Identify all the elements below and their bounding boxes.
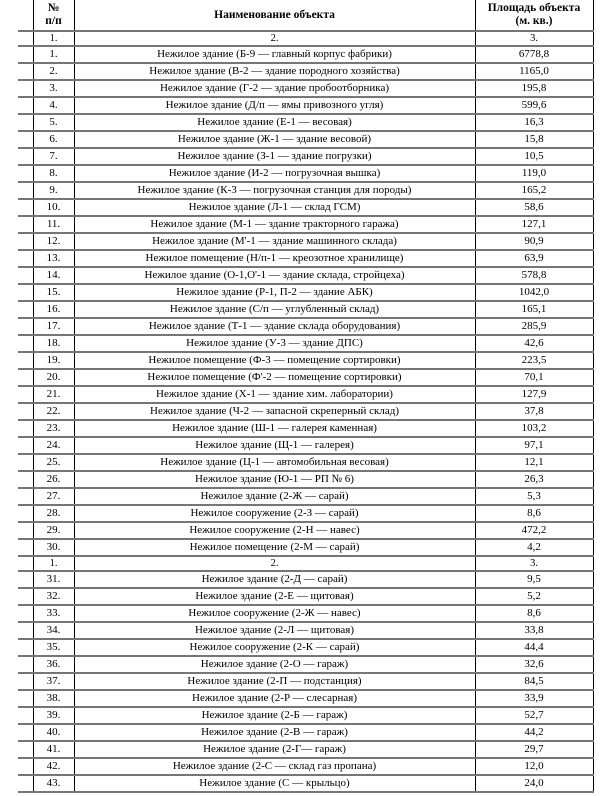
- row-border-overhang: [18, 707, 33, 724]
- cell-row-number: 41.: [33, 741, 74, 758]
- row-border-overhang: [18, 369, 33, 386]
- cell-row-number: 23.: [33, 420, 74, 437]
- row-border-overhang: [18, 0, 33, 31]
- cell-object-name: Нежилое помещение (Ф-3 — помещение сортировки): [74, 352, 475, 369]
- table-row: [18, 522, 593, 539]
- cell-object-area: 127,1: [475, 216, 593, 233]
- cell-object-name: Нежилое здание (Л-1 — склад ГСМ): [74, 199, 475, 216]
- table-row: [18, 690, 593, 707]
- table-row: [18, 335, 593, 352]
- row-border-overhang: [18, 605, 33, 622]
- table-row: [18, 97, 593, 114]
- cell-object-name: Нежилое здание (2-Б — гараж): [74, 707, 475, 724]
- header-number-line2: п/п: [45, 15, 62, 27]
- cell-object-name: Нежилое здание (Ю-1 — РП № 6): [74, 471, 475, 488]
- table-row: [18, 369, 593, 386]
- cell-object-area: 90,9: [475, 233, 593, 250]
- row-border-overhang: [18, 148, 33, 165]
- table-row: [18, 131, 593, 148]
- cell-object-area: 1165,0: [475, 63, 593, 80]
- table-header-row: [18, 0, 593, 31]
- table-row: [18, 301, 593, 318]
- cell-object-name: Нежилое здание (С/п — углубленный склад): [74, 301, 475, 318]
- cell-row-number: 16.: [33, 301, 74, 318]
- cell-row-number: 32.: [33, 588, 74, 605]
- cell-object-name: Нежилое здание (С — крыльцо): [74, 775, 475, 792]
- cell-row-number: 8.: [33, 165, 74, 182]
- cell-row-number: 14.: [33, 267, 74, 284]
- row-border-overhang: [18, 571, 33, 588]
- row-border-overhang: [18, 216, 33, 233]
- table-row: [18, 775, 593, 792]
- cell-object-area: 33,8: [475, 622, 593, 639]
- cell-row-number: 18.: [33, 335, 74, 352]
- cell-object-name: Нежилое помещение (Ф'-2 — помещение сортировки): [74, 369, 475, 386]
- cell-object-area: 29,7: [475, 741, 593, 758]
- cell-row-number: 17.: [33, 318, 74, 335]
- row-border-overhang: [18, 471, 33, 488]
- objects-area-table: [18, 0, 594, 793]
- row-border-overhang: [18, 639, 33, 656]
- cell-row-number: 40.: [33, 724, 74, 741]
- cell-object-name: Нежилое здание (У-3 — здание ДПС): [74, 335, 475, 352]
- cell-row-number: 22.: [33, 403, 74, 420]
- cell-object-name: Нежилое здание (Е-1 — весовая): [74, 114, 475, 131]
- cell-row-number: 36.: [33, 656, 74, 673]
- cell-row-number: 43.: [33, 775, 74, 792]
- row-border-overhang: [18, 539, 33, 556]
- cell-row-number: 10.: [33, 199, 74, 216]
- cell-object-name: Нежилое здание (Ц-1 — автомобильная весовая): [74, 454, 475, 471]
- cell-object-area: 165,1: [475, 301, 593, 318]
- row-border-overhang: [18, 741, 33, 758]
- cell-row-number: 30.: [33, 539, 74, 556]
- cell-object-area: 63,9: [475, 250, 593, 267]
- row-border-overhang: [18, 199, 33, 216]
- table-row: [18, 488, 593, 505]
- cell-object-area: 472,2: [475, 522, 593, 539]
- cell-row-number: 33.: [33, 605, 74, 622]
- row-border-overhang: [18, 556, 33, 571]
- cell-row-number: 1.: [33, 46, 74, 63]
- cell-object-area: 32,6: [475, 656, 593, 673]
- table-row: [18, 471, 593, 488]
- header-area-line2: (м. кв.): [515, 15, 553, 27]
- cell-object-name: Нежилое здание (В-2 — здание породного хозяйства): [74, 63, 475, 80]
- table-row: [18, 539, 593, 556]
- header-area-line1: Площадь объекта: [487, 2, 581, 14]
- cell-row-number: 29.: [33, 522, 74, 539]
- cell-row-number: 1.: [33, 31, 74, 46]
- cell-row-number: 27.: [33, 488, 74, 505]
- table-row: [18, 673, 593, 690]
- cell-object-area: 12,1: [475, 454, 593, 471]
- table-row: [18, 233, 593, 250]
- row-border-overhang: [18, 301, 33, 318]
- header-number-line1: №: [47, 2, 60, 14]
- table-row: [18, 199, 593, 216]
- cell-row-number: 6.: [33, 131, 74, 148]
- cell-row-number: 12.: [33, 233, 74, 250]
- table-row: [18, 605, 593, 622]
- cell-object-area: 37,8: [475, 403, 593, 420]
- cell-object-name: Нежилое здание (2-П — подстанция): [74, 673, 475, 690]
- table-row: [18, 571, 593, 588]
- cell-object-area: 103,2: [475, 420, 593, 437]
- cell-row-number: 37.: [33, 673, 74, 690]
- cell-object-name: Нежилое помещение (Н/п-1 — креозотное хранилище): [74, 250, 475, 267]
- cell-object-area: 3.: [475, 31, 593, 46]
- table-row: [18, 80, 593, 97]
- row-border-overhang: [18, 114, 33, 131]
- cell-object-area: 127,9: [475, 386, 593, 403]
- cell-object-area: 97,1: [475, 437, 593, 454]
- table-row: [18, 148, 593, 165]
- cell-object-name: Нежилое здание (2-О — гараж): [74, 656, 475, 673]
- table-row: [18, 724, 593, 741]
- cell-row-number: 42.: [33, 758, 74, 775]
- cell-object-name: Нежилое здание (Г-2 — здание пробоотборника): [74, 80, 475, 97]
- table-row: [18, 114, 593, 131]
- row-border-overhang: [18, 352, 33, 369]
- cell-object-area: 119,0: [475, 165, 593, 182]
- cell-object-area: 33,9: [475, 690, 593, 707]
- cell-row-number: 2.: [33, 63, 74, 80]
- row-border-overhang: [18, 673, 33, 690]
- cell-object-name: Нежилое здание (Щ-1 — галерея): [74, 437, 475, 454]
- cell-object-name: Нежилое здание (Ж-1 — здание весовой): [74, 131, 475, 148]
- cell-object-area: 24,0: [475, 775, 593, 792]
- cell-object-area: 195,8: [475, 80, 593, 97]
- cell-object-name: Нежилое здание (2-Л — щитовая): [74, 622, 475, 639]
- row-border-overhang: [18, 437, 33, 454]
- table-row: [18, 707, 593, 724]
- row-border-overhang: [18, 97, 33, 114]
- cell-object-name: Нежилое здание (2-С — склад газ пропана): [74, 758, 475, 775]
- row-border-overhang: [18, 182, 33, 199]
- row-border-overhang: [18, 454, 33, 471]
- header-object-area-column: [475, 0, 593, 31]
- cell-object-name: Нежилое здание (2-В — гараж): [74, 724, 475, 741]
- row-border-overhang: [18, 250, 33, 267]
- cell-object-area: 3.: [475, 556, 593, 571]
- table-row: [18, 267, 593, 284]
- row-border-overhang: [18, 588, 33, 605]
- table-row: [18, 758, 593, 775]
- row-border-overhang: [18, 233, 33, 250]
- cell-object-area: 6778,8: [475, 46, 593, 63]
- cell-object-name: Нежилое здание (Х-1 — здание хим. лаборатории): [74, 386, 475, 403]
- cell-row-number: 20.: [33, 369, 74, 386]
- cell-object-area: 12,0: [475, 758, 593, 775]
- cell-row-number: 19.: [33, 352, 74, 369]
- table-row: [18, 352, 593, 369]
- cell-object-area: 5,2: [475, 588, 593, 605]
- cell-object-name: Нежилое здание (З-1 — здание погрузки): [74, 148, 475, 165]
- cell-object-area: 70,1: [475, 369, 593, 386]
- column-numbering-row: [18, 556, 593, 571]
- row-border-overhang: [18, 335, 33, 352]
- cell-object-area: 165,2: [475, 182, 593, 199]
- column-numbering-row: [18, 31, 593, 46]
- cell-object-name: Нежилое здание (Д/п — ямы привозного угля): [74, 97, 475, 114]
- cell-object-name: Нежилое помещение (2-М — сарай): [74, 539, 475, 556]
- cell-row-number: 3.: [33, 80, 74, 97]
- cell-object-area: 15,8: [475, 131, 593, 148]
- cell-object-area: 84,5: [475, 673, 593, 690]
- cell-row-number: 25.: [33, 454, 74, 471]
- cell-object-name: Нежилое сооружение (2-Ж — навес): [74, 605, 475, 622]
- row-border-overhang: [18, 522, 33, 539]
- cell-object-area: 44,2: [475, 724, 593, 741]
- table-row: [18, 505, 593, 522]
- cell-object-area: 42,6: [475, 335, 593, 352]
- row-border-overhang: [18, 724, 33, 741]
- cell-object-area: 9,5: [475, 571, 593, 588]
- cell-object-area: 223,5: [475, 352, 593, 369]
- cell-object-name: Нежилое сооружение (2-З — сарай): [74, 505, 475, 522]
- table-row: [18, 318, 593, 335]
- cell-object-name: 2.: [74, 31, 475, 46]
- table-row: [18, 403, 593, 420]
- table-row: [18, 165, 593, 182]
- row-border-overhang: [18, 80, 33, 97]
- cell-row-number: 9.: [33, 182, 74, 199]
- row-border-overhang: [18, 420, 33, 437]
- cell-object-name: Нежилое здание (К-3 — погрузочная станция для породы): [74, 182, 475, 199]
- row-border-overhang: [18, 488, 33, 505]
- row-border-overhang: [18, 165, 33, 182]
- row-border-overhang: [18, 775, 33, 792]
- cell-object-name: Нежилое здание (Р-1, П-2 — здание АБК): [74, 284, 475, 301]
- cell-row-number: 1.: [33, 556, 74, 571]
- cell-object-area: 4,2: [475, 539, 593, 556]
- cell-row-number: 11.: [33, 216, 74, 233]
- row-border-overhang: [18, 131, 33, 148]
- row-border-overhang: [18, 758, 33, 775]
- cell-object-area: 578,8: [475, 267, 593, 284]
- table-row: [18, 454, 593, 471]
- cell-row-number: 13.: [33, 250, 74, 267]
- table-row: [18, 656, 593, 673]
- table-row: [18, 63, 593, 80]
- cell-object-name: Нежилое здание (Ч-2 — запасной скреперный склад): [74, 403, 475, 420]
- header-number-column: [33, 0, 74, 31]
- cell-object-name: Нежилое здание (Б-9 — главный корпус фабрики): [74, 46, 475, 63]
- cell-row-number: 34.: [33, 622, 74, 639]
- table-row: [18, 741, 593, 758]
- row-border-overhang: [18, 622, 33, 639]
- cell-object-name: Нежилое здание (О-1,О'-1 — здание склада, стройцеха): [74, 267, 475, 284]
- row-border-overhang: [18, 46, 33, 63]
- header-object-name-column: Наименование объекта: [74, 0, 475, 31]
- cell-row-number: 15.: [33, 284, 74, 301]
- row-border-overhang: [18, 63, 33, 80]
- row-border-overhang: [18, 403, 33, 420]
- cell-row-number: 24.: [33, 437, 74, 454]
- cell-row-number: 38.: [33, 690, 74, 707]
- row-border-overhang: [18, 284, 33, 301]
- cell-row-number: 35.: [33, 639, 74, 656]
- table-row: [18, 250, 593, 267]
- cell-object-area: 26,3: [475, 471, 593, 488]
- row-border-overhang: [18, 690, 33, 707]
- table-row: [18, 639, 593, 656]
- cell-row-number: 31.: [33, 571, 74, 588]
- row-border-overhang: [18, 318, 33, 335]
- cell-object-name: Нежилое здание (М-1 — здание тракторного гаража): [74, 216, 475, 233]
- table-row: [18, 420, 593, 437]
- row-border-overhang: [18, 31, 33, 46]
- cell-row-number: 4.: [33, 97, 74, 114]
- cell-object-area: 1042,0: [475, 284, 593, 301]
- cell-object-area: 52,7: [475, 707, 593, 724]
- cell-object-area: 599,6: [475, 97, 593, 114]
- table-row: [18, 386, 593, 403]
- cell-object-name: Нежилое здание (2-Г— гараж): [74, 741, 475, 758]
- table-row: [18, 284, 593, 301]
- cell-object-name: Нежилое сооружение (2-Н — навес): [74, 522, 475, 539]
- cell-object-name: Нежилое здание (И-2 — погрузочная вышка): [74, 165, 475, 182]
- table-row: [18, 46, 593, 63]
- cell-object-name: Нежилое здание (2-Е — щитовая): [74, 588, 475, 605]
- cell-object-area: 8,6: [475, 605, 593, 622]
- table-row: [18, 588, 593, 605]
- row-border-overhang: [18, 267, 33, 284]
- cell-row-number: 21.: [33, 386, 74, 403]
- cell-object-name: Нежилое здание (2-Д — сарай): [74, 571, 475, 588]
- cell-row-number: 28.: [33, 505, 74, 522]
- row-border-overhang: [18, 505, 33, 522]
- table-row: [18, 437, 593, 454]
- cell-row-number: 39.: [33, 707, 74, 724]
- table-row: [18, 182, 593, 199]
- table-row: [18, 622, 593, 639]
- cell-object-area: 16,3: [475, 114, 593, 131]
- cell-row-number: 26.: [33, 471, 74, 488]
- cell-row-number: 5.: [33, 114, 74, 131]
- cell-object-area: 58,6: [475, 199, 593, 216]
- cell-object-name: Нежилое здание (Т-1 — здание склада оборудования): [74, 318, 475, 335]
- cell-object-name: Нежилое здание (2-Ж — сарай): [74, 488, 475, 505]
- table-row: [18, 216, 593, 233]
- row-border-overhang: [18, 386, 33, 403]
- row-border-overhang: [18, 656, 33, 673]
- cell-object-name: Нежилое здание (М'-1 — здание машинного склада): [74, 233, 475, 250]
- cell-object-area: 44,4: [475, 639, 593, 656]
- cell-object-name: 2.: [74, 556, 475, 571]
- cell-object-area: 10,5: [475, 148, 593, 165]
- cell-object-area: 285,9: [475, 318, 593, 335]
- cell-object-name: Нежилое здание (2-Р — слесарная): [74, 690, 475, 707]
- cell-object-name: Нежилое здание (Ш-1 — галерея каменная): [74, 420, 475, 437]
- cell-object-area: 8,6: [475, 505, 593, 522]
- cell-object-name: Нежилое сооружение (2-К — сарай): [74, 639, 475, 656]
- cell-object-area: 5,3: [475, 488, 593, 505]
- cell-row-number: 7.: [33, 148, 74, 165]
